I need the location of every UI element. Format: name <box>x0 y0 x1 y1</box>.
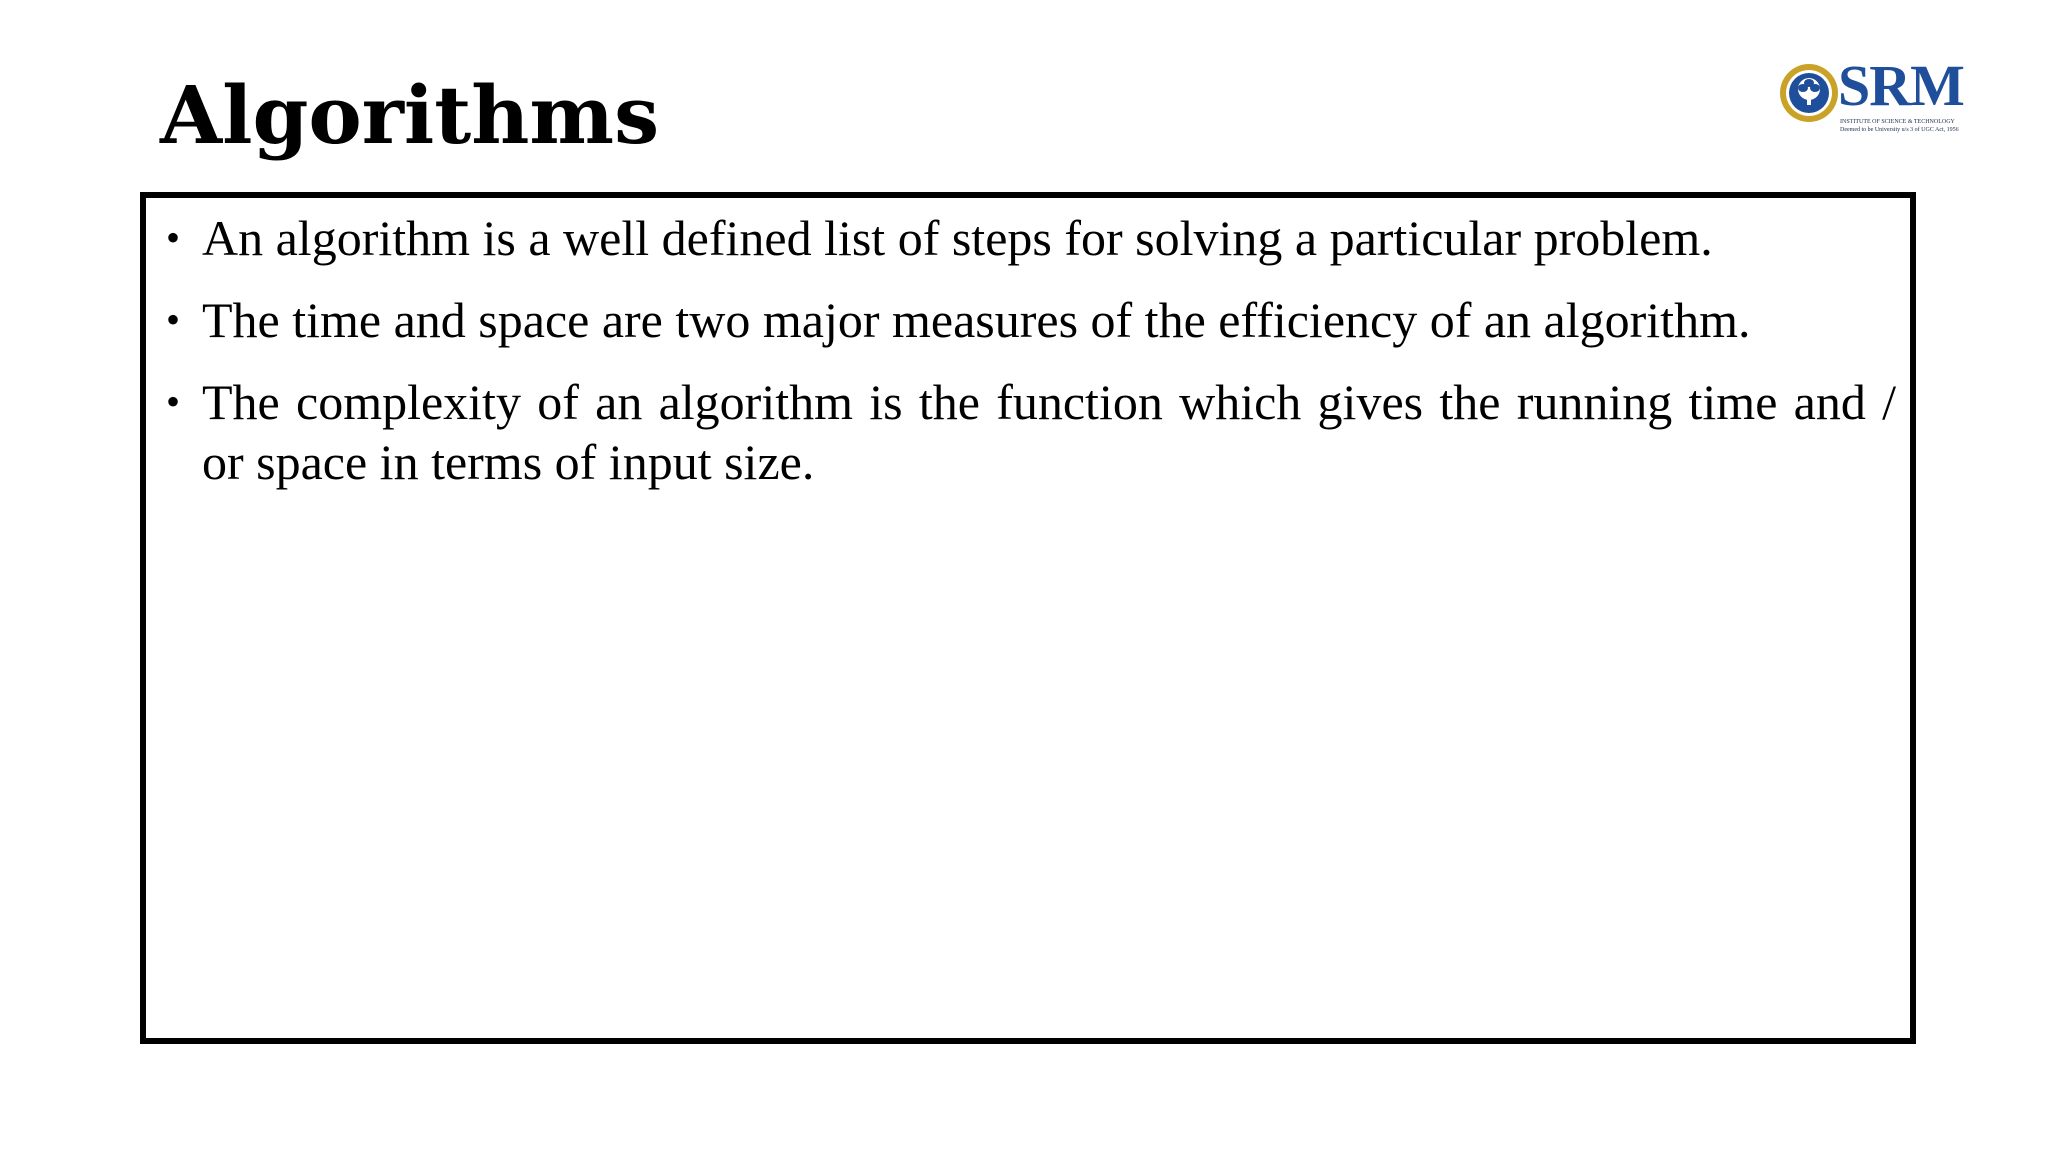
bullet-text: The complexity of an algorithm is the function which gives the running time and / or space in terms of input size. <box>202 374 1896 490</box>
content-box <box>140 192 1916 1044</box>
logo-wordmark: SRM <box>1838 53 1964 118</box>
srm-logo <box>1778 53 1982 138</box>
bullet-text: An algorithm is a well defined list of steps for solving a particular problem. <box>202 210 1713 266</box>
slide-title: Algorithms <box>160 68 660 162</box>
srm-emblem-icon <box>1778 62 1840 124</box>
bullet-item <box>160 290 1896 350</box>
bullet-list <box>160 208 1896 514</box>
bullet-marker: • <box>166 215 181 260</box>
logo-subtext-line1: INSTITUTE OF SCIENCE & TECHNOLOGY <box>1840 119 1955 125</box>
logo-subtext <box>1840 118 1982 134</box>
bullet-item <box>160 208 1896 268</box>
bullet-item <box>160 372 1896 492</box>
bullet-text: The time and space are two major measures of the efficiency of an algorithm. <box>202 292 1751 348</box>
bullet-marker: • <box>166 379 181 424</box>
logo-subtext-line2: Deemed to be University u/s 3 of UGC Act, 1956 <box>1840 127 1959 133</box>
bullet-marker: • <box>166 297 181 342</box>
